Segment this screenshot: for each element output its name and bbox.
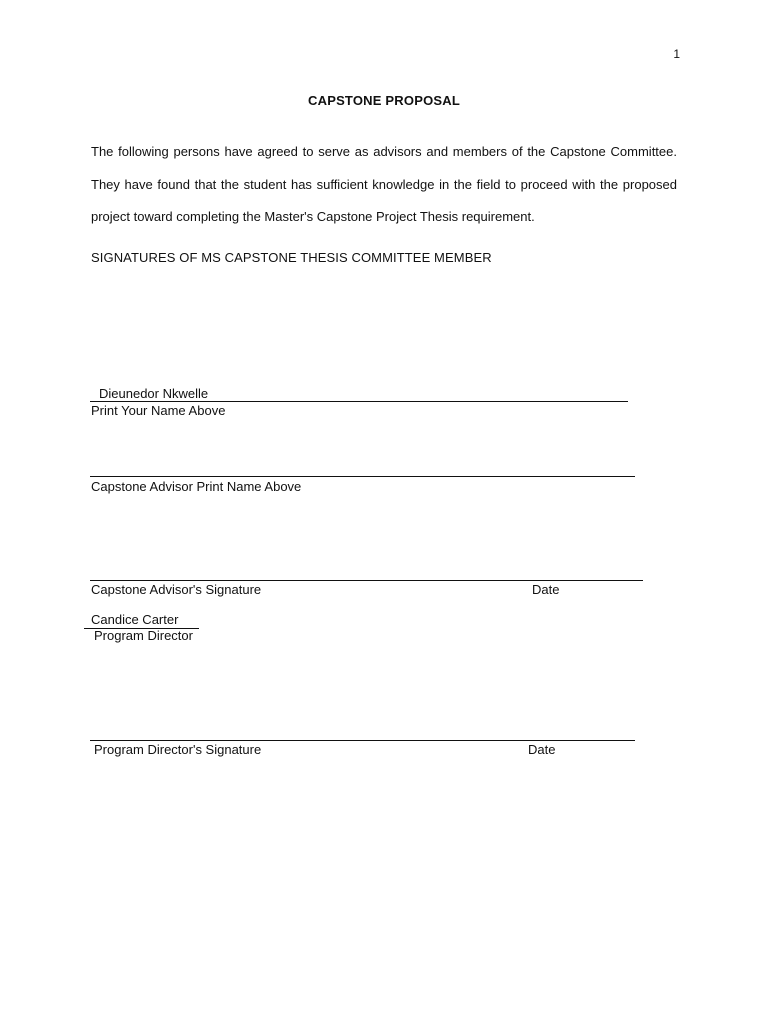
advisor-name-line <box>90 476 635 477</box>
director-signature-line <box>90 740 635 741</box>
student-name-line <box>90 401 628 402</box>
advisor-signature-caption: Capstone Advisor's Signature <box>91 582 262 597</box>
signatures-heading: SIGNATURES OF MS CAPSTONE THESIS COMMITTEE MEMBER <box>91 250 492 265</box>
director-signature-caption: Program Director's Signature <box>94 742 262 757</box>
director-name: Candice Carter <box>91 612 179 627</box>
student-name-caption: Print Your Name Above <box>91 403 226 418</box>
director-caption: Program Director <box>94 628 193 643</box>
student-name: Dieunedor Nkwelle <box>99 386 209 401</box>
advisor-name-caption: Capstone Advisor Print Name Above <box>91 479 302 494</box>
director-signature-date-label: Date <box>528 742 556 757</box>
document-title: CAPSTONE PROPOSAL <box>308 93 460 108</box>
intro-paragraph: The following persons have agreed to serve as advisors and members of the Capstone Committee. They have found that the student has sufficient knowledge in the field to proceed with the proposed project toward completing the Master's Capstone Project Thesis requirement. <box>91 144 677 224</box>
page-number: 1 <box>673 47 680 61</box>
advisor-signature-line <box>90 580 643 581</box>
advisor-signature-date-label: Date <box>532 582 560 597</box>
